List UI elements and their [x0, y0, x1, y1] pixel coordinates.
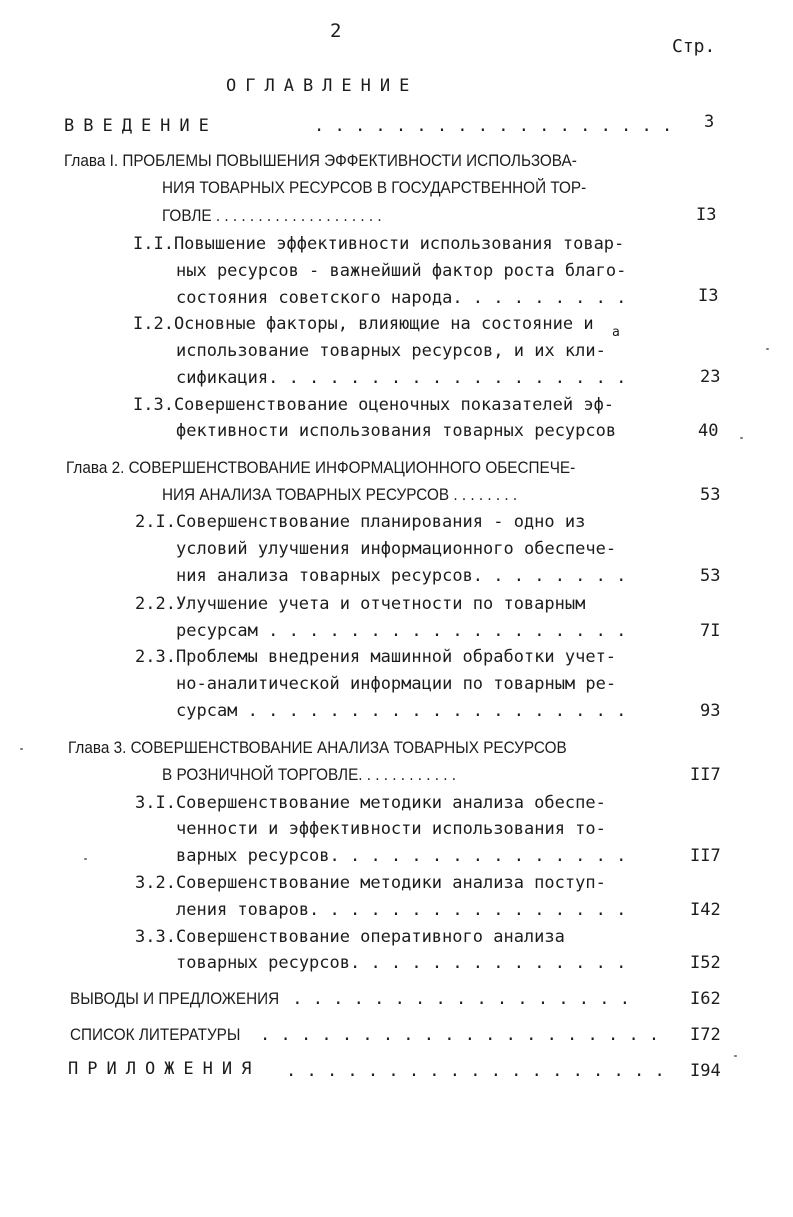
bibliography-label: СПИСОК ЛИТЕРАТУРЫ [70, 1025, 241, 1044]
chapter-1-line-2: НИЯ ТОВАРНЫХ РЕСУРСОВ В ГОСУДАРСТВЕННОЙ ТОР- [162, 178, 587, 197]
section-2-2-page: 7I [700, 621, 721, 641]
section-2-3-line-1: 2.3.Проблемы внедрения машинной обработки учет- [135, 647, 617, 667]
toc-title: ОГЛАВЛЕНИЕ [226, 76, 419, 96]
section-1-1-page: I3 [698, 286, 719, 306]
section-1-2-handwritten-correction: а [612, 325, 620, 340]
conclusions-page: I62 [690, 989, 721, 1009]
section-3-2-line-2: ления товаров. . . . . . . . . . . . . . . . [176, 900, 627, 920]
section-3-1-line-3: варных ресурсов. . . . . . . . . . . . . . . [176, 846, 627, 866]
intro-page: 3 [704, 112, 715, 132]
section-3-2-line-1: 3.2.Совершенствование методики анализа поступ- [135, 873, 606, 893]
page-column-label: Стр. [672, 36, 716, 57]
section-1-1-line-2: ных ресурсов - важнейший фактор роста благо- [176, 261, 627, 281]
section-2-1-line-1: 2.I.Совершенствование планирования - одно из [135, 512, 586, 532]
section-1-1-line-1: I.I.Повышение эффективности использования товар- [133, 234, 625, 254]
section-2-3-line-2: но-аналитической информации по товарным ре- [176, 674, 617, 694]
page-number: 2 [330, 20, 342, 42]
scan-speck [734, 1055, 737, 1057]
scan-speck [20, 748, 23, 750]
chapter-2-line-1: Глава 2. СОВЕРШЕНСТВОВАНИЕ ИНФОРМАЦИОННОГО ОБЕСПЕЧЕ- [66, 458, 576, 477]
section-1-1-line-3: состояния советского народа. . . . . . . . . [176, 288, 627, 308]
section-3-1-line-2: ченности и эффективности использования то- [176, 819, 606, 839]
section-1-2-page: 23 [700, 367, 721, 387]
chapter-3-page: II7 [690, 765, 721, 785]
appendix-label: ПРИЛОЖЕНИЯ [68, 1059, 261, 1079]
chapter-1-page: I3 [696, 205, 717, 225]
scan-speck [740, 437, 743, 439]
intro-leader-dots: . . . . . . . . . . . . . . . . . . [314, 116, 673, 136]
section-1-2-line-2: использование товарных ресурсов, и их кли- [176, 341, 606, 361]
section-3-3-line-2: товарных ресурсов. . . . . . . . . . . . . . [176, 953, 627, 973]
bibliography-page: I72 [690, 1025, 721, 1045]
chapter-1-line-1: Глава I. ПРОБЛЕМЫ ПОВЫШЕНИЯ ЭФФЕКТИВНОСТИ ИСПОЛЬЗОВА- [64, 151, 577, 170]
conclusions-label: ВЫВОДЫ И ПРЕДЛОЖЕНИЯ [70, 989, 280, 1008]
section-3-3-page: I52 [690, 953, 721, 973]
section-1-3-line-1: I.3.Совершенствование оценочных показателей эф- [133, 395, 615, 415]
section-2-3-line-3: сурсам . . . . . . . . . . . . . . . . . . . [176, 701, 627, 721]
chapter-1-line-3: ГОВЛЕ . . . . . . . . . . . . . . . . . . . . [162, 206, 382, 225]
appendix-leader-dots: . . . . . . . . . . . . . . . . . . . [286, 1061, 665, 1081]
section-1-3-line-2: фективности использования товарных ресурсов [176, 421, 617, 441]
section-3-1-page: II7 [690, 846, 721, 866]
section-3-2-page: I42 [690, 900, 721, 920]
scan-speck [766, 348, 769, 350]
section-2-1-page: 53 [700, 566, 721, 586]
appendix-page: I94 [690, 1061, 721, 1081]
section-2-1-line-3: ния анализа товарных ресурсов. . . . . . . . [176, 566, 627, 586]
section-2-2-line-2: ресурсам . . . . . . . . . . . . . . . . . . [176, 621, 627, 641]
section-3-3-line-1: 3.3.Совершенствование оперативного анализа [135, 927, 565, 947]
scan-speck [84, 858, 87, 860]
chapter-2-line-2: НИЯ АНАЛИЗА ТОВАРНЫХ РЕСУРСОВ . . . . . . . . [162, 485, 518, 504]
bibliography-leader-dots: . . . . . . . . . . . . . . . . . . . . [260, 1025, 660, 1045]
chapter-2-page: 53 [700, 485, 721, 505]
section-2-3-page: 93 [700, 701, 721, 721]
section-2-2-line-1: 2.2.Улучшение учета и отчетности по товарным [135, 594, 586, 614]
section-1-2-line-1: I.2.Основные факторы, влияющие на состояние и [133, 314, 594, 334]
conclusions-leader-dots: . . . . . . . . . . . . . . . . . [282, 989, 630, 1009]
section-2-1-line-2: условий улучшения информационного обеспече- [176, 539, 617, 559]
section-1-3-page: 40 [698, 421, 719, 441]
chapter-3-line-1: Глава 3. СОВЕРШЕНСТВОВАНИЕ АНАЛИЗА ТОВАРНЫХ РЕСУРСОВ [68, 738, 567, 757]
section-1-2-line-3: сификация. . . . . . . . . . . . . . . . . . [176, 368, 627, 388]
section-3-1-line-1: 3.I.Совершенствование методики анализа обеспе- [135, 793, 606, 813]
chapter-3-line-2: В РОЗНИЧНОЙ ТОРГОВЛЕ. . . . . . . . . . . . [162, 765, 457, 784]
intro-label: ВВЕДЕНИЕ [64, 116, 218, 136]
